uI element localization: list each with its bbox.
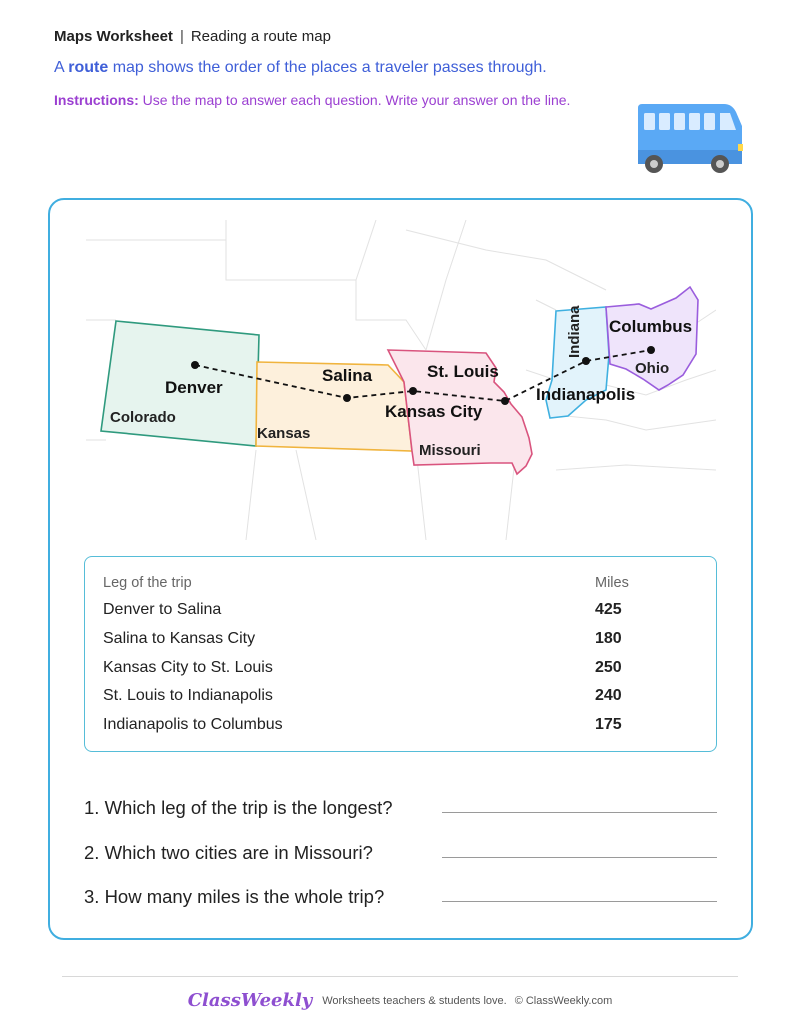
city-label-indianapolis: Indianapolis	[536, 385, 636, 404]
city-label-st-louis: St. Louis	[427, 362, 499, 381]
instructions	[54, 89, 584, 111]
col-miles-header: Miles	[595, 575, 629, 591]
state-label-indiana: Indiana	[566, 305, 583, 358]
question-3	[84, 884, 724, 910]
leg-name: Kansas City to St. Louis	[103, 659, 273, 676]
footer	[0, 988, 800, 1014]
state-label-ohio: Ohio	[635, 360, 670, 377]
table-row	[103, 684, 698, 708]
table-row	[103, 598, 698, 622]
leg-miles: 425	[595, 601, 622, 618]
worksheet-title: Maps Worksheet	[54, 28, 173, 45]
table-row	[103, 656, 698, 680]
footer-tagline: Worksheets teachers & students love.	[322, 995, 507, 1007]
intro-keyword: route	[68, 59, 109, 76]
intro-text	[54, 57, 614, 79]
question-text: 2. Which two cities are in Missouri?	[84, 842, 373, 863]
state-label-kansas: Kansas	[257, 425, 311, 442]
denver-dot	[191, 361, 199, 369]
state-label-missouri: Missouri	[419, 442, 481, 459]
question-text: 1. Which leg of the trip is the longest?	[84, 797, 393, 818]
indianapolis-dot	[582, 357, 590, 365]
route-map	[86, 220, 716, 540]
answer-line-2[interactable]	[442, 857, 717, 858]
trip-table	[84, 556, 717, 752]
table-row	[103, 713, 698, 737]
table-header-row	[103, 571, 698, 595]
leg-miles: 250	[595, 659, 622, 676]
worksheet-subtitle: Reading a route map	[190, 28, 331, 45]
leg-name: Salina to Kansas City	[103, 630, 256, 647]
title-line	[54, 27, 614, 47]
leg-miles: 175	[595, 716, 622, 733]
city-label-denver: Denver	[165, 378, 223, 397]
answer-line-1[interactable]	[442, 812, 717, 813]
question-2	[84, 840, 724, 866]
instructions-text: Use the map to answer each question. Write your answer on the line.	[142, 92, 571, 108]
leg-name: St. Louis to Indianapolis	[103, 687, 273, 704]
salina-dot	[343, 394, 351, 402]
columbus-dot	[647, 346, 655, 354]
footer-copyright: © ClassWeekly.com	[514, 995, 613, 1007]
leg-miles: 180	[595, 630, 622, 647]
leg-name: Indianapolis to Columbus	[103, 716, 283, 733]
answer-line-3[interactable]	[442, 901, 717, 902]
leg-miles: 240	[595, 687, 622, 704]
state-label-colorado: Colorado	[110, 409, 176, 426]
st-louis-dot	[501, 397, 509, 405]
intro-prefix: A	[54, 59, 64, 76]
bus-icon	[632, 100, 746, 176]
city-label-salina: Salina	[322, 366, 373, 385]
intro-rest: map shows the order of the places a traveler passes through.	[112, 59, 547, 76]
city-label-kansas-city: Kansas City	[385, 402, 483, 421]
title-separator: |	[179, 28, 184, 45]
col-leg-header: Leg of the trip	[103, 575, 192, 591]
leg-name: Denver to Salina	[103, 601, 222, 618]
table-row	[103, 627, 698, 651]
worksheet-header	[54, 27, 614, 111]
question-text: 3. How many miles is the whole trip?	[84, 886, 385, 907]
question-1	[84, 795, 724, 821]
city-label-columbus: Columbus	[609, 317, 693, 336]
brand-logo: ClassWeekly	[187, 990, 313, 1011]
footer-divider	[62, 976, 738, 977]
kansas-city-dot	[409, 387, 417, 395]
instructions-label: Instructions:	[54, 92, 139, 108]
